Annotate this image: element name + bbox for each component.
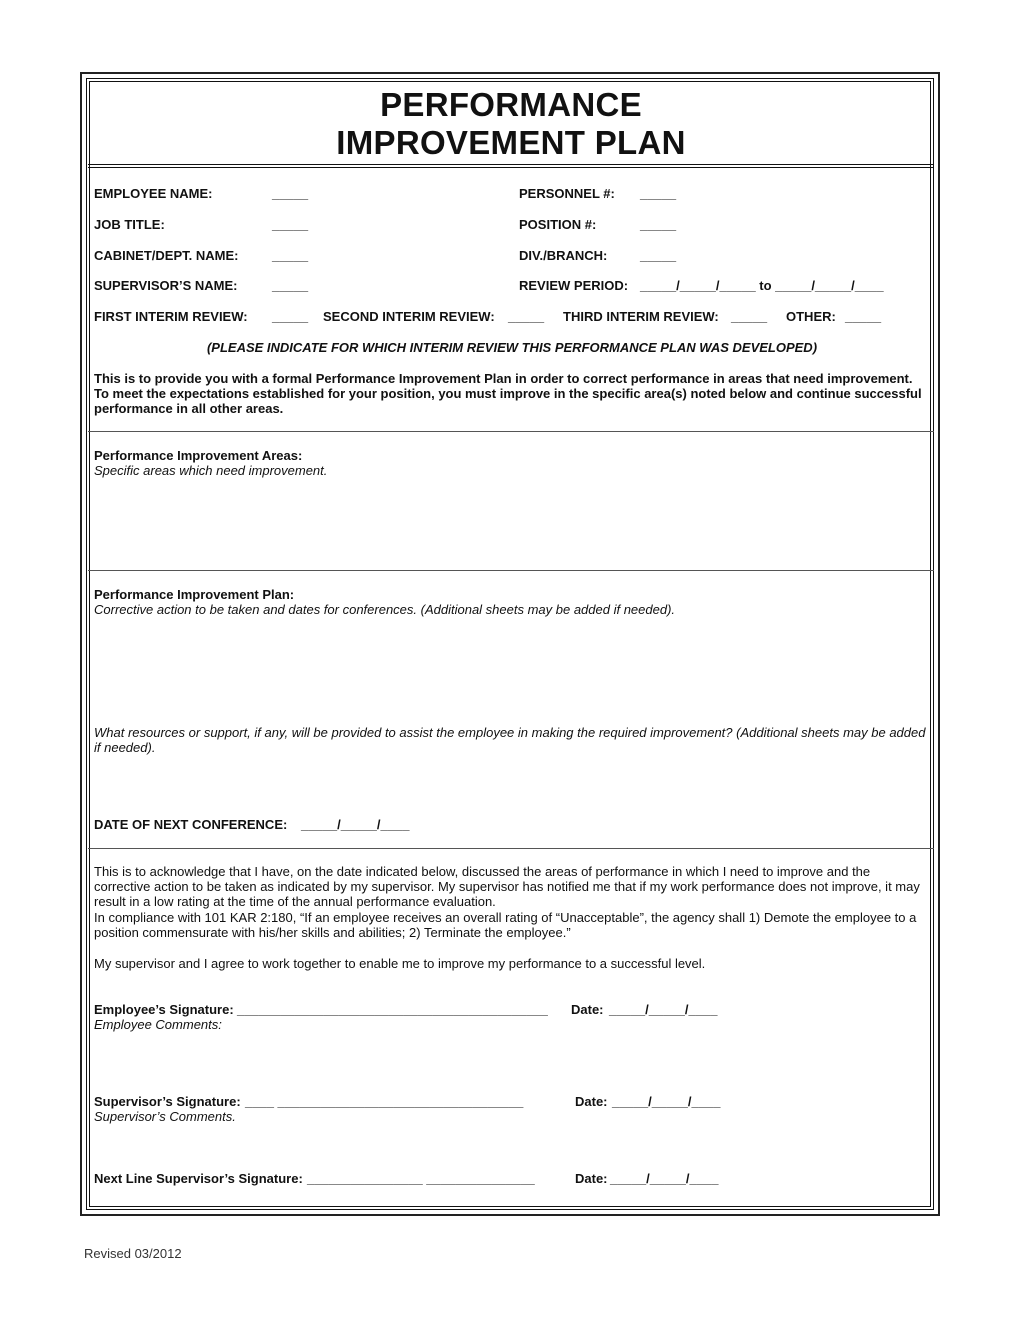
next-line-supervisor-signature-line[interactable]: ________________ _______________ <box>307 1171 535 1186</box>
improvement-areas-subheading: Specific areas which need improvement. <box>94 463 328 478</box>
supervisor-name-field[interactable]: _____ <box>272 278 309 293</box>
second-interim-field[interactable]: _____ <box>508 309 545 324</box>
employee-name-field[interactable]: _____ <box>272 186 309 201</box>
third-interim-label: THIRD INTERIM REVIEW: <box>563 309 719 324</box>
first-interim-label: FIRST INTERIM REVIEW: <box>94 309 248 324</box>
next-conference-field[interactable]: _____/_____/____ <box>301 817 410 832</box>
div-branch-label: DIV./BRANCH: <box>519 248 608 263</box>
compliance-paragraph: In compliance with 101 KAR 2:180, “If an employee receives an overall rating of “Unacceptable”, the agency shall 1) Demote the employee to a position commensurate with his/her skills and abilities; 2) Terminate the employee.” <box>94 910 917 940</box>
cabinet-dept-label: CABINET/DEPT. NAME: <box>94 248 239 263</box>
title-divider <box>88 164 934 168</box>
acknowledgement-paragraph: This is to acknowledge that I have, on the date indicated below, discussed the areas of performance in which I need to improve and the corrective action to be taken as indicated by my supervisor. My supervisor has notified me that if my work performance does not improve, it may result in a low rating at the time of the annual performance evaluation. <box>94 864 920 909</box>
other-label: OTHER: <box>786 309 836 324</box>
agreement-statement: My supervisor and I agree to work together to enable me to improve my performance to a successful level. <box>94 956 706 971</box>
employee-signature-line[interactable]: ___________________________________________ <box>237 1002 548 1017</box>
employee-comments-label: Employee Comments: <box>94 1017 222 1032</box>
supervisor-date-label: Date: <box>575 1094 608 1109</box>
employee-date-label: Date: <box>571 1002 604 1017</box>
next-line-date-label: Date: <box>575 1171 608 1186</box>
second-interim-label: SECOND INTERIM REVIEW: <box>323 309 495 324</box>
personnel-number-field[interactable]: _____ <box>640 186 677 201</box>
intro-paragraph: This is to provide you with a formal Performance Improvement Plan in order to correct performance in areas that need improvement. To meet the expectations established for your position, you must improve in the specific area(s) noted below and continue successful performance in all other areas. <box>94 371 922 416</box>
interim-review-note: (PLEASE INDICATE FOR WHICH INTERIM REVIEW THIS PERFORMANCE PLAN WAS DEVELOPED) <box>206 340 818 355</box>
next-conference-label: DATE OF NEXT CONFERENCE: <box>94 817 288 832</box>
form-title-line2: IMPROVEMENT PLAN <box>336 124 686 161</box>
section-divider-1 <box>88 431 934 432</box>
review-period-field[interactable]: _____/_____/_____ to _____/_____/____ <box>640 278 884 293</box>
resources-question: What resources or support, if any, will be provided to assist the employee in making the required improvement? (Additional sheets may be added if needed). <box>94 725 926 755</box>
cabinet-dept-field[interactable]: _____ <box>272 248 309 263</box>
job-title-label: JOB TITLE: <box>94 217 165 232</box>
next-line-supervisor-signature-label: Next Line Supervisor’s Signature: <box>94 1171 303 1186</box>
form-title-line1: PERFORMANCE <box>380 86 642 123</box>
improvement-areas-heading: Performance Improvement Areas: <box>94 448 303 463</box>
employee-name-label: EMPLOYEE NAME: <box>94 186 213 201</box>
revision-note: Revised 03/2012 <box>84 1246 182 1261</box>
div-branch-field[interactable]: _____ <box>640 248 677 263</box>
next-line-date-field[interactable]: _____/_____/____ <box>610 1171 719 1186</box>
job-title-field[interactable]: _____ <box>272 217 309 232</box>
personnel-number-label: PERSONNEL #: <box>519 186 615 201</box>
employee-date-field[interactable]: _____/_____/____ <box>609 1002 718 1017</box>
third-interim-field[interactable]: _____ <box>731 309 768 324</box>
supervisor-signature-label: Supervisor’s Signature: <box>94 1094 241 1109</box>
supervisor-signature-line[interactable]: ____ __________________________________ <box>245 1094 524 1109</box>
position-number-field[interactable]: _____ <box>640 217 677 232</box>
improvement-plan-subheading: Corrective action to be taken and dates for conferences. (Additional sheets may be added if needed). <box>94 602 676 617</box>
supervisor-date-field[interactable]: _____/_____/____ <box>612 1094 721 1109</box>
first-interim-field[interactable]: _____ <box>272 309 309 324</box>
improvement-plan-heading: Performance Improvement Plan: <box>94 587 295 602</box>
supervisor-name-label: SUPERVISOR’S NAME: <box>94 278 238 293</box>
position-number-label: POSITION #: <box>519 217 597 232</box>
review-period-label: REVIEW PERIOD: <box>519 278 629 293</box>
other-field[interactable]: _____ <box>845 309 882 324</box>
section-divider-2 <box>88 570 934 571</box>
employee-signature-label: Employee’s Signature: <box>94 1002 234 1017</box>
supervisor-comments-label: Supervisor’s Comments. <box>94 1109 236 1124</box>
section-divider-3 <box>88 848 934 849</box>
